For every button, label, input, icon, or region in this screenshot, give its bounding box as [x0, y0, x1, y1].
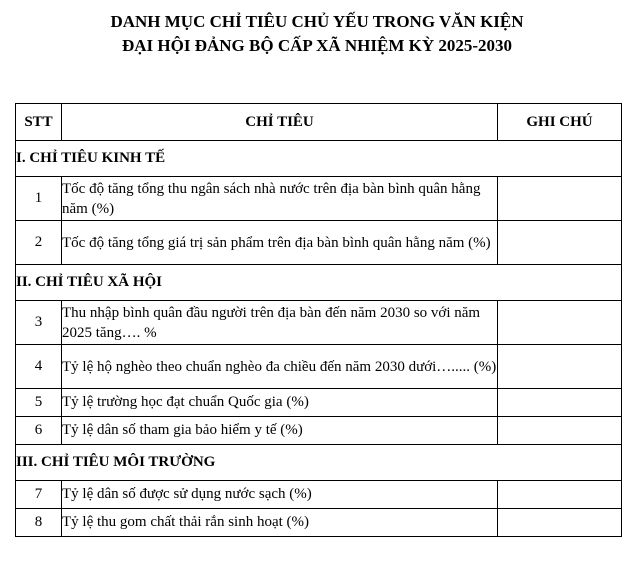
- row-indicator: Tỷ lệ dân số tham gia bảo hiểm y tế (%): [62, 417, 498, 445]
- row-stt: 4: [16, 345, 62, 389]
- row-note: [498, 509, 622, 537]
- row-stt: 3: [16, 301, 62, 345]
- section-title: III. CHỈ TIÊU MÔI TRƯỜNG: [16, 445, 622, 481]
- table-row: [16, 177, 622, 221]
- row-stt: 6: [16, 417, 62, 445]
- title-line-2: ĐẠI HỘI ĐẢNG BỘ CẤP XÃ NHIỆM KỲ 2025-2030: [121, 36, 513, 55]
- table-row: [16, 389, 622, 417]
- row-indicator: Tỷ lệ hộ nghèo theo chuẩn nghèo đa chiều đến năm 2030 dưới…..... (%): [62, 345, 498, 389]
- row-note: [498, 417, 622, 445]
- table-row: [16, 301, 622, 345]
- header-stt: STT: [16, 104, 62, 141]
- row-indicator: Thu nhập bình quân đầu người trên địa bàn đến năm 2030 so với năm 2025 tăng…. %: [62, 301, 498, 345]
- table-row: [16, 221, 622, 265]
- table-row: [16, 481, 622, 509]
- table-row: [16, 345, 622, 389]
- title-line-1: DANH MỤC CHỈ TIÊU CHỦ YẾU TRONG VĂN KIỆN: [110, 12, 524, 31]
- row-stt: 8: [16, 509, 62, 537]
- row-indicator: Tỷ lệ thu gom chất thải rắn sinh hoạt (%): [62, 509, 498, 537]
- row-stt: 7: [16, 481, 62, 509]
- header-indicator: CHỈ TIÊU: [62, 104, 498, 141]
- indicator-table: [15, 103, 622, 537]
- row-stt: 1: [16, 177, 62, 221]
- section-row-environment: [16, 445, 622, 481]
- row-note: [498, 301, 622, 345]
- row-note: [498, 389, 622, 417]
- row-indicator: Tốc độ tăng tổng thu ngân sách nhà nước trên địa bàn bình quân hằng năm (%): [62, 177, 498, 221]
- table-row: [16, 509, 622, 537]
- row-note: [498, 221, 622, 265]
- row-note: [498, 481, 622, 509]
- section-row-social: [16, 265, 622, 301]
- section-title: II. CHỈ TIÊU XÃ HỘI: [16, 265, 622, 301]
- section-title: I. CHỈ TIÊU KINH TẾ: [16, 141, 622, 177]
- row-stt: 5: [16, 389, 62, 417]
- table-row: [16, 417, 622, 445]
- row-indicator: Tỷ lệ trường học đạt chuẩn Quốc gia (%): [62, 389, 498, 417]
- table-header-row: [16, 104, 622, 141]
- row-indicator: Tỷ lệ dân số được sử dụng nước sạch (%): [62, 481, 498, 509]
- document-title: [0, 10, 634, 58]
- section-row-economic: [16, 141, 622, 177]
- row-indicator: Tốc độ tăng tổng giá trị sản phẩm trên địa bàn bình quân hằng năm (%): [62, 221, 498, 265]
- row-note: [498, 177, 622, 221]
- row-note: [498, 345, 622, 389]
- header-note: GHI CHÚ: [498, 104, 622, 141]
- row-stt: 2: [16, 221, 62, 265]
